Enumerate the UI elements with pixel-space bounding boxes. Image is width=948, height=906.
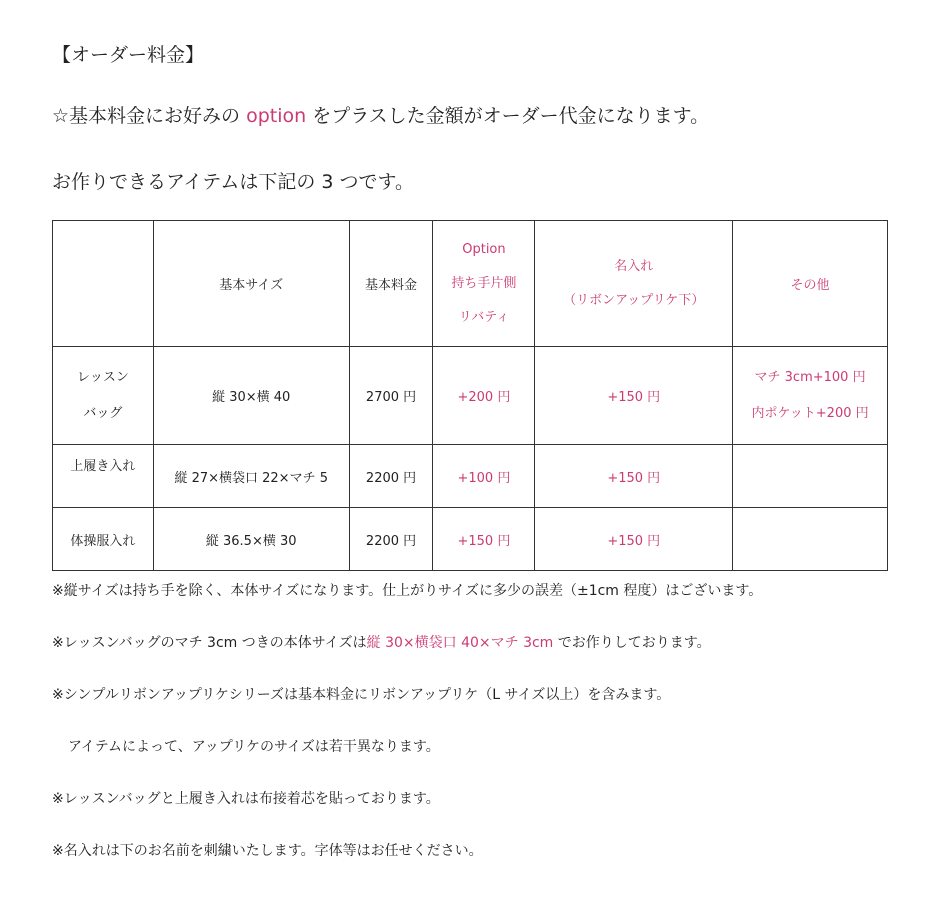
size-cell: 縦 27×横袋口 22×マチ 5 (153, 445, 349, 508)
intro-line-2: お作りできるアイテムは下記の 3 つです。 (52, 171, 414, 193)
header-name-line2: （リボンアップリケ下） (563, 292, 705, 308)
intro-text-after: をプラスした金額がオーダー代金になります。 (312, 105, 710, 127)
price-cell: 2200 円 (349, 508, 433, 571)
price-cell: 2700 円 (349, 347, 433, 445)
item-cell (53, 347, 154, 445)
header-name-line1: 名入れ (614, 258, 654, 274)
item-name-line1: レッスン (76, 369, 129, 385)
note-interfacing: ※レッスンバッグと上履き入れは布接着芯を貼っております。 (52, 791, 440, 807)
item-cell: 上履き入れ (53, 445, 154, 508)
other-option-cell (733, 445, 888, 508)
table-row (53, 445, 888, 508)
header-handle-line2: リバティ (458, 309, 510, 325)
header-blank-cell (53, 221, 154, 347)
note-gusset-dimensions: 縦 30×横袋口 40×マチ 3cm (366, 635, 554, 651)
table-row (53, 508, 888, 571)
note-ribbon-applique-series: ※シンプルリボンアップリケシリーズは基本料金にリボンアップリケ（L サイズ以上）を含みます。 (52, 687, 671, 703)
item-name-line2: バッグ (83, 405, 123, 421)
size-cell: 縦 30×横 40 (153, 347, 349, 445)
item-cell: 体操服入れ (53, 508, 154, 571)
option-keyword: option (246, 105, 307, 127)
note-applique-size: アイテムによって、アップリケのサイズは若干異なります。 (68, 739, 440, 755)
other-option-cell (733, 347, 888, 445)
name-option-cell: +150 円 (535, 445, 733, 508)
handle-option-cell: +200 円 (433, 347, 535, 445)
table-header-row (53, 221, 888, 347)
note-gusset-text-before: ※レッスンバッグのマチ 3cm つきの本体サイズは (52, 635, 367, 651)
other-option-line1: マチ 3cm+100 円 (754, 369, 866, 385)
intro-line-1 (52, 101, 709, 128)
note-gusset-text-after: でお作りしております。 (557, 635, 711, 651)
note-size-tolerance: ※縦サイズは持ち手を除く、本体サイズになります。仕上がりサイズに多少の誤差（±1cm 程度）はございます。 (52, 583, 763, 599)
other-option-line2: 内ポケット+200 円 (751, 405, 869, 421)
header-handle-option (433, 221, 535, 347)
header-handle-line1: 持ち手片側 (451, 275, 517, 291)
intro-text-before: ☆基本料金にお好みの (52, 105, 241, 127)
handle-option-cell: +100 円 (433, 445, 535, 508)
header-other: その他 (733, 221, 888, 347)
name-option-cell: +150 円 (535, 508, 733, 571)
note-embroidery: ※名入れは下のお名前を刺繍いたします。字体等はお任せください。 (52, 843, 483, 859)
header-name-option (535, 221, 733, 347)
page-heading: 【オーダー料金】 (52, 44, 205, 66)
note-lesson-bag-gusset (52, 632, 711, 652)
header-option-label: Option (462, 241, 506, 257)
price-table (52, 220, 888, 571)
price-cell: 2200 円 (349, 445, 433, 508)
header-base-price: 基本料金 (349, 221, 433, 347)
name-option-cell: +150 円 (535, 347, 733, 445)
size-cell: 縦 36.5×横 30 (153, 508, 349, 571)
table-row (53, 347, 888, 445)
other-option-cell (733, 508, 888, 571)
handle-option-cell: +150 円 (433, 508, 535, 571)
header-base-size: 基本サイズ (153, 221, 349, 347)
